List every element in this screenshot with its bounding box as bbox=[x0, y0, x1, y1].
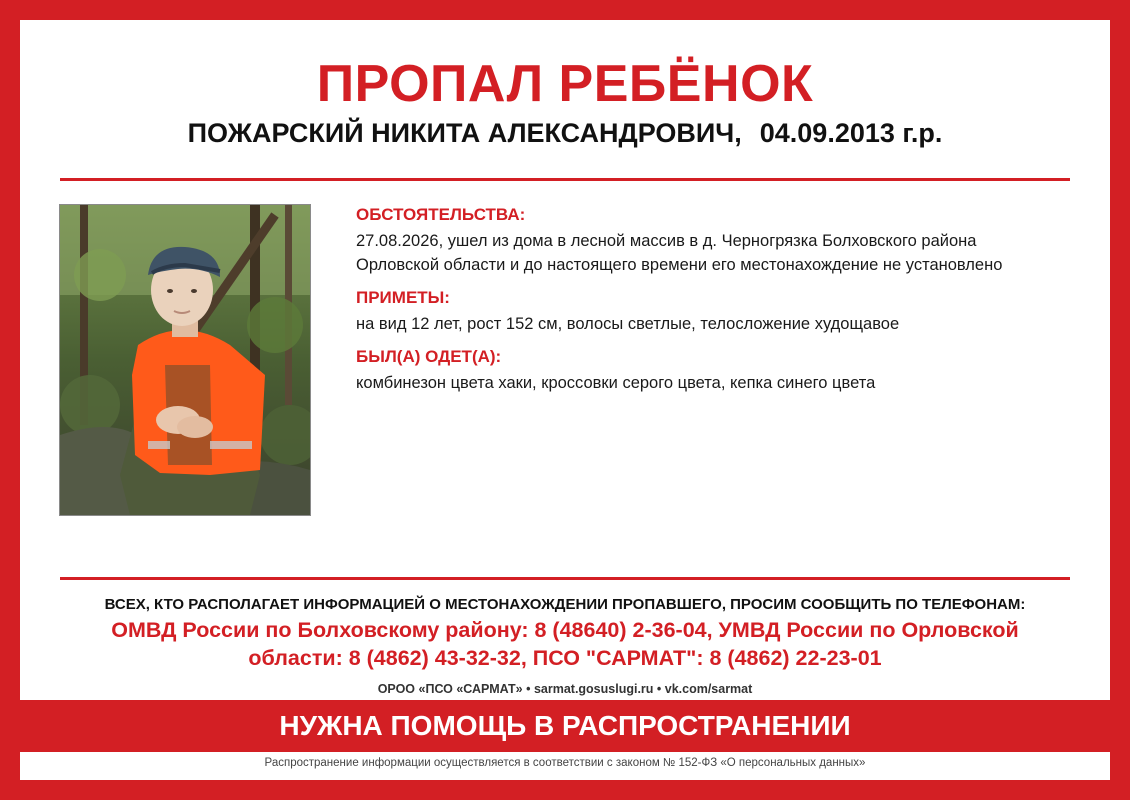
middle-divider bbox=[60, 577, 1070, 580]
help-banner-text: НУЖНА ПОМОЩЬ В РАСПРОСТРАНЕНИИ bbox=[279, 710, 851, 741]
contact-phones bbox=[80, 616, 1050, 672]
help-banner bbox=[0, 700, 1130, 752]
contact-notice: ВСЕХ, КТО РАСПОЛАГАЕТ ИНФОРМАЦИЕЙ О МЕСТОНАХОЖДЕНИИ ПРОПАВШЕГО, ПРОСИМ СООБЩИТЬ ПО ТЕЛЕФОНАМ: bbox=[104, 596, 1026, 613]
details-panel bbox=[356, 204, 1076, 405]
top-divider bbox=[60, 178, 1070, 181]
clothing-heading: БЫЛ(А) ОДЕТ(А): bbox=[356, 347, 502, 366]
clothing-text: комбинезон цвета хаки, кроссовки серого цвета, кепка синего цвета bbox=[356, 374, 876, 392]
person-name: ПОЖАРСКИЙ НИКИТА АЛЕКСАНДРОВИЧ, bbox=[187, 118, 742, 148]
features-section bbox=[356, 287, 1076, 336]
phones-line-2: области: 8 (4862) 43-32-32, ПСО "САРМАТ": 8 (4862) 22-23-01 bbox=[248, 646, 882, 670]
clothing-section bbox=[356, 346, 1076, 395]
legal-footer: Распространение информации осуществляется в соответствии с законом № 152-ФЗ «О персональных данных» bbox=[264, 757, 866, 769]
circumstances-section bbox=[356, 204, 1076, 277]
circumstances-heading: ОБСТОЯТЕЛЬСТВА: bbox=[356, 205, 526, 224]
phones-line-1: ОМВД России по Болховскому району: 8 (48640) 2-36-04, УМВД России по Орловской bbox=[111, 618, 1019, 642]
circumstances-line-1: 27.08.2026, ушел из дома в лесной массив в д. Черногрязка Болховского района bbox=[356, 232, 977, 250]
birth-date: 04.09.2013 г.р. bbox=[759, 118, 943, 148]
circumstances-line-2: Орловской области и до настоящего времени его местонахождение не установлено bbox=[356, 256, 1003, 274]
features-heading: ПРИМЕТЫ: bbox=[356, 288, 450, 307]
organization-line: ОРОО «ПСО «САРМАТ» • sarmat.gosuslugi.ru • vk.com/sarmat bbox=[377, 682, 753, 696]
poster-title: ПРОПАЛ РЕБЁНОК bbox=[316, 55, 814, 113]
person-name-line bbox=[0, 116, 1130, 150]
features-text: на вид 12 лет, рост 152 см, волосы светлые, телосложение худощавое bbox=[356, 315, 900, 333]
missing-person-photo bbox=[59, 204, 311, 516]
